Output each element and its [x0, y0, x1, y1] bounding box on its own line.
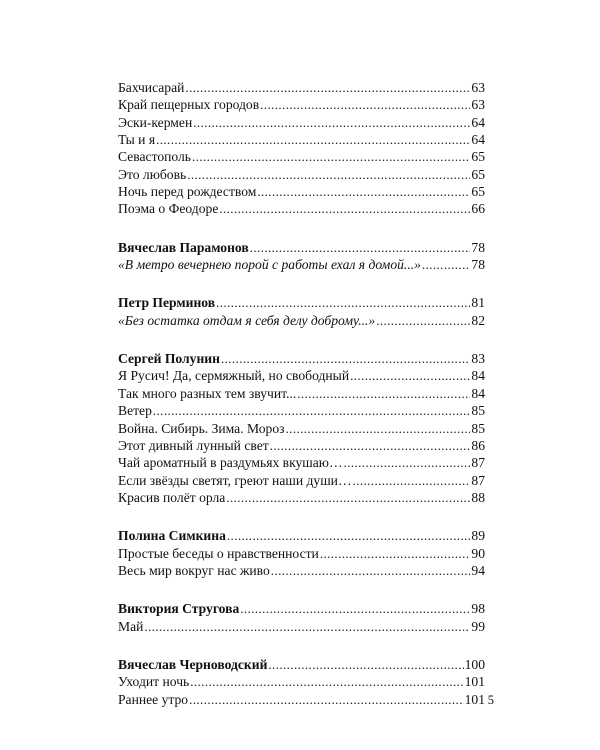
entry-title: Так много разных тем звучит...	[118, 385, 297, 401]
entry-page-number: 101	[464, 691, 485, 707]
toc-entry	[118, 256, 485, 273]
toc-entry	[118, 437, 485, 454]
entry-page-number: 63	[471, 80, 485, 95]
entry-title: Я Русич! Да, сермяжный, но свободный	[118, 368, 350, 384]
dot-leader	[344, 454, 471, 471]
dot-leader	[193, 114, 470, 131]
author-name: Петр Перминов	[118, 295, 216, 311]
dot-leader	[185, 79, 470, 96]
toc-entry	[118, 562, 485, 579]
dot-leader	[250, 239, 471, 256]
table-of-contents	[118, 79, 485, 708]
dot-leader	[192, 148, 470, 165]
entry-page-number: 87	[471, 472, 485, 488]
toc-entry	[118, 691, 485, 708]
entry-page-number: 66	[471, 201, 485, 217]
dot-leader	[320, 545, 471, 562]
entry-title: Севастополь	[118, 149, 192, 165]
toc-entry	[118, 454, 485, 471]
author-name: Вячеслав Парамонов	[118, 239, 249, 255]
toc-entry	[118, 166, 485, 183]
entry-page-number: 81	[471, 295, 485, 311]
toc-section	[118, 239, 485, 274]
entry-page-number: 78	[471, 257, 485, 273]
dot-leader	[297, 385, 470, 402]
dot-leader	[226, 489, 470, 506]
entry-page-number: 84	[471, 368, 485, 384]
toc-entry	[118, 489, 485, 506]
entry-title: Ты и я	[118, 132, 156, 148]
toc-entry	[118, 96, 485, 113]
entry-page-number: 94	[471, 562, 485, 578]
entry-page-number: 63	[471, 97, 485, 113]
entry-page-number: 64	[471, 114, 485, 130]
toc-entry	[118, 385, 485, 402]
toc-entry	[118, 131, 485, 148]
entry-page-number: 87	[471, 455, 485, 471]
entry-page-number: 65	[471, 149, 485, 165]
entry-page-number: 84	[471, 385, 485, 401]
entry-title: Этот дивный лунный свет	[118, 437, 269, 453]
dot-leader	[286, 420, 471, 437]
toc-author-entry	[118, 527, 485, 544]
entry-title: Весь мир вокруг нас живо	[118, 562, 270, 578]
dot-leader	[227, 527, 471, 544]
author-name: Виктория Стругова	[118, 601, 240, 617]
entry-page-number: 85	[471, 420, 485, 436]
dot-leader	[190, 673, 463, 690]
toc-entry	[118, 420, 485, 437]
toc-entry	[118, 618, 485, 635]
entry-title: Ветер	[118, 403, 152, 419]
dot-leader	[257, 183, 470, 200]
dot-leader	[144, 618, 470, 635]
toc-entry	[118, 472, 485, 489]
toc-entry	[118, 545, 485, 562]
toc-section	[118, 656, 485, 708]
entry-title: Май	[118, 618, 144, 634]
toc-author-entry	[118, 294, 485, 311]
dot-leader	[268, 656, 463, 673]
dot-leader	[216, 294, 470, 311]
dot-leader	[260, 96, 470, 113]
entry-title: Чай ароматный в раздумьях вкушаю…	[118, 455, 343, 471]
entry-page-number: 78	[471, 239, 485, 255]
toc-author-entry	[118, 600, 485, 617]
toc-entry	[118, 312, 485, 329]
toc-section	[118, 294, 485, 329]
entry-page-number: 100	[464, 656, 485, 672]
toc-entry	[118, 79, 485, 96]
dot-leader	[271, 562, 471, 579]
entry-page-number: 86	[471, 437, 485, 453]
entry-page-number: 83	[471, 351, 485, 367]
entry-title: Поэма о Феодоре	[118, 201, 219, 217]
entry-title: Ночь перед рождеством	[118, 184, 257, 200]
entry-title: Это любовь	[118, 166, 187, 182]
entry-title: Если звёзды светят, греют наши души…	[118, 472, 352, 488]
dot-leader	[350, 367, 470, 384]
entry-title: Красив полёт орла	[118, 489, 226, 505]
toc-author-entry	[118, 656, 485, 673]
dot-leader	[221, 350, 470, 367]
toc-entry	[118, 148, 485, 165]
entry-page-number: 65	[471, 166, 485, 182]
toc-section	[118, 527, 485, 579]
entry-page-number: 90	[471, 545, 485, 561]
entry-title: «Без остатка отдам я себя делу доброму...»	[118, 312, 376, 328]
toc-section	[118, 350, 485, 506]
dot-leader	[270, 437, 471, 454]
dot-leader	[240, 600, 470, 617]
toc-author-entry	[118, 350, 485, 367]
entry-page-number: 65	[471, 184, 485, 200]
entry-title: Край пещерных городов	[118, 97, 260, 113]
author-name: Вячеслав Черноводский	[118, 656, 268, 672]
entry-page-number: 64	[471, 132, 485, 148]
toc-entry	[118, 673, 485, 690]
dot-leader	[153, 402, 471, 419]
entry-title: Уходит ночь	[118, 674, 190, 690]
entry-title: Эски-кермен	[118, 114, 193, 130]
entry-page-number: 85	[471, 403, 485, 419]
entry-page-number: 101	[464, 674, 485, 690]
toc-entry	[118, 183, 485, 200]
dot-leader	[219, 200, 470, 217]
toc-author-entry	[118, 239, 485, 256]
entry-title: Бахчисарай	[118, 80, 185, 95]
entry-title: «В метро вечернею порой с работы ехал я домой...»	[118, 257, 421, 273]
entry-page-number: 88	[471, 489, 485, 505]
toc-section	[118, 600, 485, 635]
entry-title: Простые беседы о нравственности	[118, 545, 319, 561]
dot-leader	[156, 131, 470, 148]
entry-title: Война. Сибирь. Зима. Мороз	[118, 420, 285, 436]
dot-leader	[422, 256, 470, 273]
toc-entry	[118, 114, 485, 131]
entry-title: Раннее утро	[118, 691, 189, 707]
dot-leader	[187, 166, 470, 183]
entry-page-number: 89	[471, 528, 485, 544]
page-number: 5	[487, 693, 494, 707]
author-name: Полина Симкина	[118, 528, 226, 544]
entry-page-number: 98	[471, 601, 485, 617]
dot-leader	[353, 472, 471, 489]
dot-leader	[376, 312, 470, 329]
dot-leader	[189, 691, 464, 708]
author-name: Сергей Полунин	[118, 351, 220, 367]
toc-entry	[118, 402, 485, 419]
entry-page-number: 82	[471, 312, 485, 328]
entry-page-number: 99	[471, 618, 485, 634]
toc-section	[118, 79, 485, 218]
toc-entry	[118, 367, 485, 384]
toc-entry	[118, 200, 485, 217]
